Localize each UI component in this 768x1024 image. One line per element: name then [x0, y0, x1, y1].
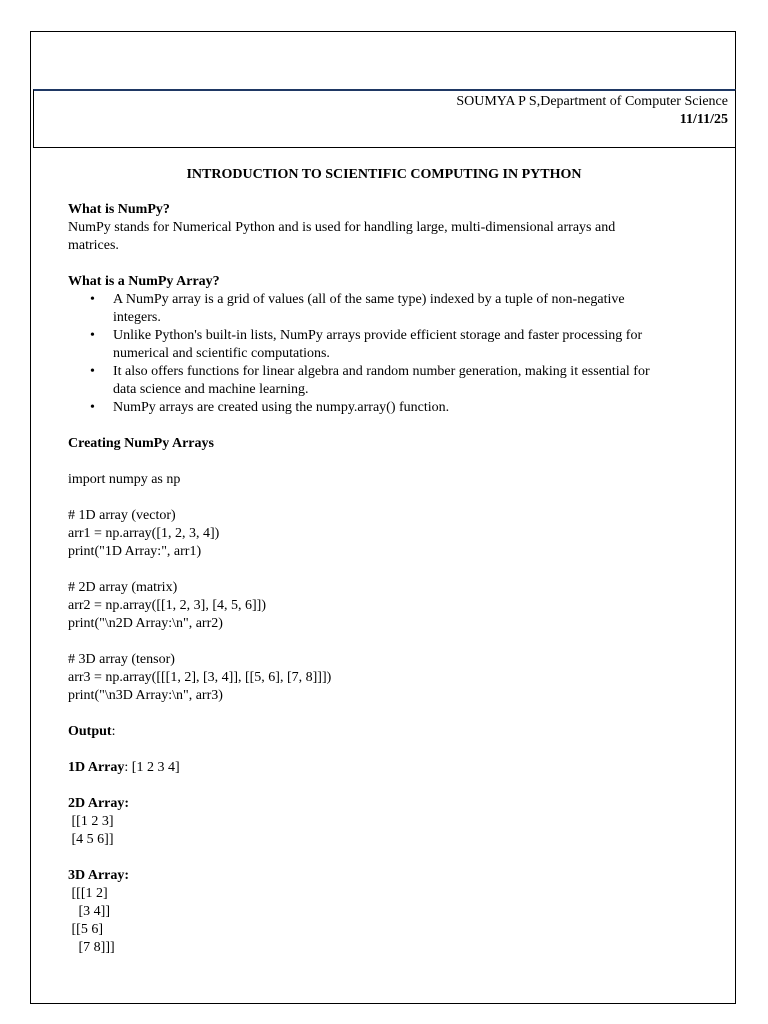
code-1d-comment: # 1D array (vector) — [68, 508, 176, 523]
output-3d-label: 3D Array: — [68, 868, 130, 883]
bullet-3-line-2: data science and machine learning. — [113, 382, 309, 397]
spacer — [68, 489, 708, 507]
output-2d-line-1: [[1 2 3] — [68, 814, 114, 829]
bullet-1-line-2: integers. — [113, 310, 161, 325]
bullet-2-line-2: numerical and scientific computations. — [113, 346, 330, 361]
bullet-4-line-1: NumPy arrays are created using the numpy.array() function. — [113, 400, 450, 415]
output-3d-line-3: [[5 6] — [68, 922, 103, 937]
bullet-2-line-1: Unlike Python's built-in lists, NumPy arrays provide efficient storage and faster processing for — [113, 328, 643, 343]
output-3d-line-4: [7 8]]] — [68, 940, 115, 955]
section-heading-numpy-array: What is a NumPy Array? — [68, 274, 220, 289]
code-1d-print: print("1D Array:", arr1) — [68, 544, 202, 559]
spacer — [68, 705, 708, 723]
section-heading-creating-arrays: Creating NumPy Arrays — [68, 436, 214, 451]
spacer — [68, 561, 708, 579]
spacer — [68, 849, 708, 867]
section-heading-what-is-numpy: What is NumPy? — [68, 202, 170, 217]
output-2d-line-2: [4 5 6]] — [68, 832, 114, 847]
output-heading-colon: : — [111, 724, 116, 739]
output-1d-label: 1D Array — [68, 760, 125, 775]
spacer — [68, 777, 708, 795]
bullet-3-line-1: It also offers functions for linear algebra and random number generation, making it essential for — [113, 364, 650, 379]
spacer — [68, 741, 708, 759]
code-1d-assign: arr1 = np.array([1, 2, 3, 4]) — [68, 526, 220, 541]
output-heading-line — [68, 723, 708, 741]
code-import-line: import numpy as np — [68, 472, 181, 487]
list-item — [90, 399, 708, 417]
bullet-icon: • — [90, 328, 95, 343]
spacer — [68, 255, 708, 273]
bullet-icon: • — [90, 400, 95, 415]
bullet-list — [68, 291, 708, 417]
header-date: 11/11/25 — [679, 112, 728, 127]
code-2d-print: print("\n2D Array:\n", arr2) — [68, 616, 223, 631]
code-3d-comment: # 3D array (tensor) — [68, 652, 175, 667]
document-body — [68, 201, 708, 957]
spacer — [68, 633, 708, 651]
section1-line-2: matrices. — [68, 238, 119, 253]
output-1d-value: : [1 2 3 4] — [124, 760, 180, 775]
document-title: INTRODUCTION TO SCIENTIFIC COMPUTING IN PYTHON — [186, 167, 582, 182]
spacer — [68, 417, 708, 435]
output-1d-line — [68, 759, 708, 777]
list-item — [90, 291, 708, 327]
output-3d-line-1: [[[1 2] — [68, 886, 108, 901]
output-2d-label: 2D Array: — [68, 796, 130, 811]
list-item — [90, 327, 708, 363]
section1-line-1: NumPy stands for Numerical Python and is used for handling large, multi-dimensional arrays and — [68, 220, 616, 235]
header-box — [33, 89, 736, 148]
output-3d-line-2: [3 4]] — [68, 904, 110, 919]
spacer — [68, 453, 708, 471]
code-3d-assign: arr3 = np.array([[[1, 2], [3, 4]], [[5, 6], [7, 8]]]) — [68, 670, 332, 685]
bullet-icon: • — [90, 292, 95, 307]
header-author: SOUMYA P S,Department of Computer Science — [456, 94, 728, 109]
code-2d-comment: # 2D array (matrix) — [68, 580, 178, 595]
code-3d-print: print("\n3D Array:\n", arr3) — [68, 688, 223, 703]
bullet-icon: • — [90, 364, 95, 379]
output-heading: Output — [68, 724, 112, 739]
list-item — [90, 363, 708, 399]
code-2d-assign: arr2 = np.array([[1, 2, 3], [4, 5, 6]]) — [68, 598, 266, 613]
bullet-1-line-1: A NumPy array is a grid of values (all of the same type) indexed by a tuple of non-negative — [113, 292, 625, 307]
